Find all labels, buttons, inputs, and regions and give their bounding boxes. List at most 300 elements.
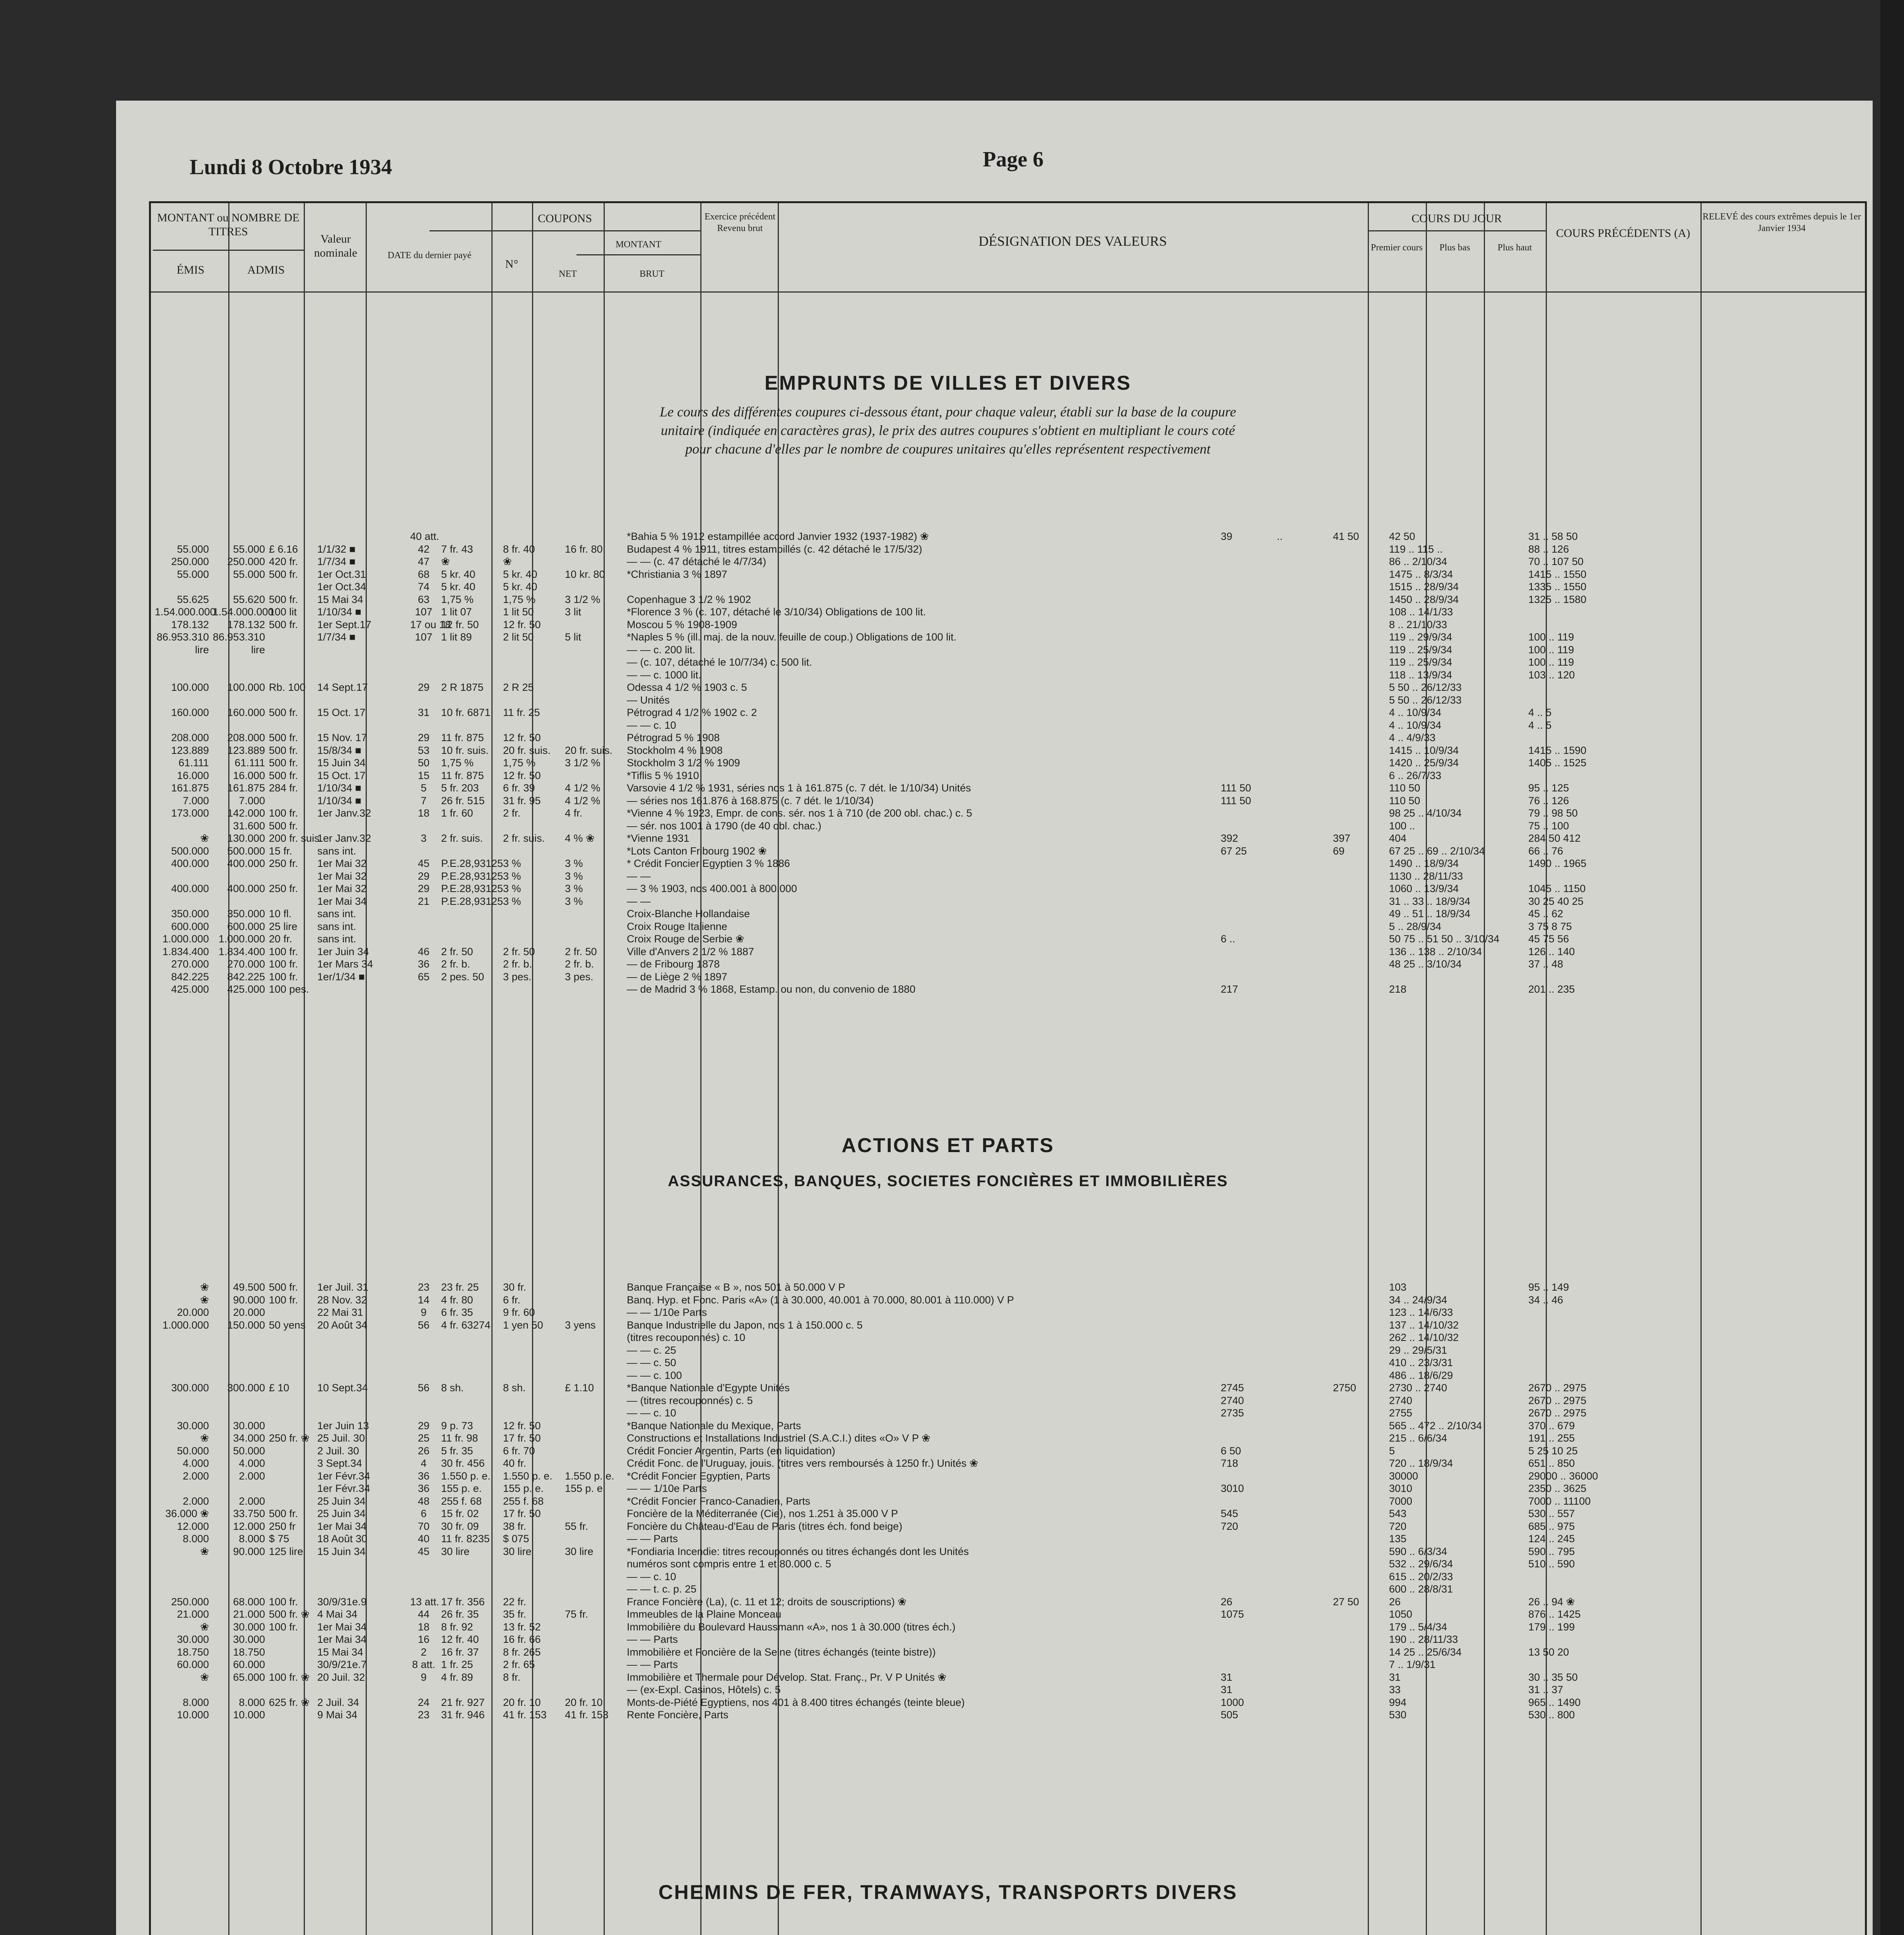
brut-cell: 2 fr. suis. (503, 832, 545, 844)
col-rule (1368, 203, 1369, 1935)
designation-cell: — de Madrid 3 % 1868, Estamp. ou non, du convenio de 1880 (627, 983, 915, 995)
admis-cell: 90.000 (233, 1294, 265, 1306)
emis-cell: 8.000 (183, 1533, 209, 1545)
emis-cell: 178.132 (171, 618, 209, 630)
admis-cell: 1.000.000 (218, 933, 265, 945)
releve-cell: 1405 .. 1525 (1528, 757, 1587, 769)
date-cell: 15 Oct. 17 (317, 769, 366, 781)
brut-cell: 30 fr. (503, 1281, 527, 1293)
emis-cell: ❀ (200, 1432, 209, 1444)
emis-cell: 400.000 (171, 883, 209, 894)
designation-cell: — de Fribourg 1878 (627, 958, 720, 970)
emis-cell: 8.000 (183, 1696, 209, 1708)
designation-cell: *Florence 3 % (c. 107, détaché le 3/10/34) Obligations de 100 lit. (627, 606, 926, 618)
designation-cell: *Crédit Foncier Egyptien, Parts (627, 1470, 770, 1482)
date-cell: 4 Mai 34 (317, 1608, 358, 1620)
date-cell: 1/7/34 ■ (317, 631, 356, 643)
emis-cell: 123.889 (171, 744, 209, 756)
coupon-no-cell: 42 (417, 543, 430, 555)
coupon-no-cell: 44 (417, 1608, 430, 1620)
designation-cell: — — c. 100 (627, 1369, 682, 1381)
releve-cell: 30 .. 35 50 (1528, 1671, 1578, 1683)
releve-cell: 13 50 20 (1528, 1646, 1569, 1658)
releve-cell: 191 .. 255 (1528, 1432, 1575, 1444)
revenu-cell: 155 p. e. (565, 1483, 606, 1494)
releve-cell: 31 .. 58 50 (1528, 531, 1578, 542)
valeur-cell: 250 fr. (269, 883, 298, 894)
cours-precedents-cell: 530 (1389, 1709, 1407, 1721)
coupon-no-cell: 46 (417, 945, 430, 957)
emis-cell: 2.000 (183, 1495, 209, 1507)
brut-cell: 22 fr. (503, 1596, 527, 1608)
releve-cell: 100 .. 119 (1528, 631, 1574, 643)
admis-cell: 500.000 (227, 845, 265, 857)
designation-cell: — — (627, 870, 651, 882)
admis-cell: 65.000 (233, 1671, 265, 1683)
emis-cell: 208.000 (171, 732, 209, 743)
page-number: Page 6 (983, 147, 1044, 171)
valeur-cell: £ 10 (269, 1382, 289, 1394)
cours-precedents-cell: 29 .. 29/5/31 (1389, 1344, 1447, 1356)
valeur-cell: 15 fr. (269, 845, 293, 857)
valeur-cell: 500 fr. (269, 820, 298, 832)
net-cell: 15 fr. 02 (441, 1508, 479, 1519)
admis-cell: 55.000 (233, 568, 265, 580)
emis-cell: 842.225 (171, 971, 209, 983)
cours-precedents-cell: 7 .. 1/9/31 (1389, 1659, 1436, 1670)
date-cell: 15 Juin 34 (317, 1545, 366, 1557)
date-cell: 10 Sept.34 (317, 1382, 368, 1394)
releve-cell: 179 .. 199 (1528, 1621, 1575, 1633)
cours-precedents-cell: 410 .. 23/3/31 (1389, 1357, 1453, 1368)
coupon-no-cell: 53 (417, 744, 430, 756)
date-cell: 1er Sept.17 (317, 618, 371, 630)
revenu-cell: 30 lire (565, 1545, 594, 1557)
coupon-no-cell: 68 (417, 568, 430, 580)
net-cell: 11 fr. 98 (441, 1432, 478, 1444)
date-cell: 30/9/21e.7 (317, 1659, 367, 1670)
brut-cell: 3 % (503, 870, 521, 882)
date-cell: 30/9/31e.9 (317, 1596, 367, 1608)
coupon-no-cell: 8 att. (412, 1659, 436, 1670)
col-net: NET (559, 269, 577, 279)
emis-cell: 300.000 (171, 1382, 209, 1394)
net-cell: 6 fr. 35 (441, 1307, 473, 1318)
coupon-no-cell: 23 (417, 1709, 430, 1721)
emis-cell: 30.000 (177, 1420, 209, 1432)
date-cell: 3 Sept.34 (317, 1457, 362, 1469)
cours-precedents-cell: 4 .. 4/9/33 (1389, 732, 1436, 743)
net-cell: P.E.28,93125 (441, 895, 503, 907)
scan-edge (1880, 0, 1904, 1935)
designation-cell: *Tiflis 5 % 1910 (627, 769, 699, 781)
emis-cell: 400.000 (171, 858, 209, 869)
revenu-cell: 55 fr. (565, 1520, 588, 1532)
releve-cell: 30 25 40 25 (1528, 895, 1584, 907)
releve-cell: 103 .. 120 (1528, 669, 1575, 681)
net-cell: 4 fr. 89 (441, 1671, 473, 1683)
net-cell: 1,75 % (441, 757, 474, 769)
revenu-cell: 5 lit (565, 631, 582, 643)
admis-cell: 842.225 (227, 971, 265, 983)
coupon-no-cell: 17 ou 18 (410, 618, 451, 630)
date-cell: 1er Juin 34 (317, 945, 369, 957)
date-cell: 1er Juin 13 (317, 1420, 369, 1432)
plus-haut-cell: 27 50 (1333, 1596, 1359, 1608)
date-cell: 1er Mai 34 (317, 1634, 367, 1645)
releve-cell: 5 25 10 25 (1528, 1445, 1578, 1457)
net-cell: 5 kr. 40 (441, 568, 476, 580)
cours-precedents-cell: 86 .. 2/10/34 (1389, 556, 1447, 567)
coupon-no-cell: 16 (417, 1634, 430, 1645)
coupon-no-cell: 47 (417, 556, 430, 567)
premier-cours-cell: 1075 (1221, 1608, 1244, 1620)
col-releve: RELEVÉ des cours extrêmes depuis le 1er Janvier 1934 (1702, 212, 1861, 233)
cours-precedents-cell: 190 .. 28/11/33 (1389, 1634, 1458, 1645)
date-cell: 1/10/34 ■ (317, 782, 361, 794)
valeur-cell: 500 fr. ❀ (269, 1608, 310, 1620)
emis-cell: 86.953.310 (156, 631, 209, 643)
premier-cours-cell: 392 (1221, 832, 1239, 844)
date-cell: 25 Juil. 30 (317, 1432, 365, 1444)
releve-cell: 2350 .. 3625 (1528, 1483, 1587, 1494)
revenu-cell: 3 % (565, 883, 583, 894)
brut-cell: 155 p. e. (503, 1483, 544, 1494)
coupon-no-cell: 40 att. (410, 531, 440, 542)
designation-cell: Monts-de-Piété Egyptiens, nos 401 à 8.400 titres échangés (teinte bleue) (627, 1696, 965, 1708)
revenu-cell: 3 yens (565, 1319, 596, 1331)
designation-cell: *Crédit Foncier Franco-Canadien, Parts (627, 1495, 811, 1507)
net-cell: 26 fr. 35 (441, 1608, 479, 1620)
designation-cell: — — Parts (627, 1533, 678, 1545)
revenu-cell: 1.550 p. e. (565, 1470, 614, 1482)
admis-cell: 33.750 (233, 1508, 265, 1519)
brut-cell: 5 kr. 40 (503, 568, 537, 580)
admis-cell: lire (251, 644, 265, 656)
admis-cell: 8.000 (239, 1696, 265, 1708)
designation-cell: Crédit Fonc. de l'Uruguay, jouis. (titres vers remboursés à 1250 fr.) Unités ❀ (627, 1457, 979, 1469)
date-cell: 1er Mai 32 (317, 870, 367, 882)
designation-cell: — — c. 10 (627, 1407, 676, 1419)
coupon-no-cell: 63 (417, 593, 430, 605)
releve-cell: 4 .. 5 (1528, 707, 1552, 718)
valeur-cell: 500 fr. (269, 707, 298, 718)
revenu-cell: 10 kr. 80 (565, 568, 605, 580)
brut-cell: 35 fr. (503, 1608, 527, 1620)
designation-cell: Stockholm 3 1/2 % 1909 (627, 757, 740, 769)
designation-cell: — — Parts (627, 1659, 678, 1670)
brut-cell: 12 fr. 50 (503, 1420, 541, 1432)
emis-cell: 61.111 (178, 757, 209, 769)
net-cell: 11 fr. 8235 (441, 1533, 490, 1545)
releve-cell: 95 .. 125 (1528, 782, 1569, 794)
emis-cell: 100.000 (171, 682, 209, 693)
brut-cell: 8 fr. 265 (503, 1646, 541, 1658)
emis-cell: 18.750 (177, 1646, 209, 1658)
releve-cell: 76 .. 126 (1528, 795, 1569, 807)
designation-cell: — — 1/10e Parts (627, 1307, 707, 1318)
coupon-no-cell: 56 (417, 1382, 430, 1394)
revenu-cell: 2 fr. b. (565, 958, 594, 970)
cours-precedents-cell: 136 .. 138 .. 2/10/34 (1389, 945, 1482, 957)
releve-cell: 100 .. 119 (1528, 644, 1574, 656)
admis-cell: 161.875 (227, 782, 265, 794)
emis-cell: 1.54.000.000 (155, 606, 216, 618)
premier-cours-cell: 6 .. (1221, 933, 1235, 945)
page-date: Lundi 8 Octobre 1934 (190, 155, 392, 179)
admis-cell: 150.000 (227, 1319, 265, 1331)
premier-cours-cell: 111 50 (1221, 795, 1251, 807)
premier-cours-cell: 31 (1221, 1671, 1233, 1683)
releve-cell: 590 .. 795 (1528, 1545, 1575, 1557)
premier-cours-cell: 2735 (1221, 1407, 1244, 1419)
designation-cell: — — (627, 895, 651, 907)
cours-precedents-cell: 532 .. 29/6/34 (1389, 1558, 1453, 1570)
emis-cell: 4.000 (183, 1457, 209, 1469)
cours-precedents-cell: 110 50 (1389, 795, 1420, 807)
emis-cell: ❀ (200, 1621, 209, 1633)
cours-precedents-cell: 5 50 .. 26/12/33 (1389, 682, 1462, 693)
brut-cell: 1 yen 50 (503, 1319, 543, 1331)
brut-cell: 8 fr. (503, 1671, 521, 1683)
releve-cell: 88 .. 126 (1528, 543, 1569, 555)
cours-precedents-cell: 5 .. 28/9/34 (1389, 920, 1442, 932)
net-cell: 2 fr. 50 (441, 945, 473, 957)
date-cell: 1er Janv.32 (317, 832, 371, 844)
date-cell: 20 Juil. 32 (317, 1671, 365, 1683)
designation-cell: — (c. 107, détaché le 10/7/34) c. 500 lit. (627, 656, 812, 668)
designation-cell: — sér. nos 1001 à 1790 (de 40 obl. chac.) (627, 820, 821, 832)
coupon-no-cell: 23 (417, 1281, 430, 1293)
col-rule (1700, 203, 1702, 1935)
brut-cell: 2 fr. 65 (503, 1659, 535, 1670)
net-cell: 8 sh. (441, 1382, 464, 1394)
coupon-no-cell: 50 (417, 757, 430, 769)
emis-cell: 173.000 (171, 807, 209, 819)
date-cell: 15 Mai 34 (317, 1646, 363, 1658)
admis-cell: 400.000 (227, 858, 265, 869)
emis-cell: 350.000 (171, 908, 209, 920)
cours-precedents-cell: 108 .. 14/1/33 (1389, 606, 1453, 618)
revenu-cell: 20 fr. 10 (565, 1696, 603, 1708)
admis-cell: 16.000 (233, 769, 265, 781)
net-cell: P.E.28,93125 (441, 870, 503, 882)
net-cell: 12 fr. 40 (441, 1634, 479, 1645)
releve-cell: 79 .. 98 50 (1528, 807, 1578, 819)
designation-cell: Rente Foncière, Parts (627, 1709, 729, 1721)
valeur-cell: 10 fl. (269, 908, 292, 920)
brut-cell: 6 fr. (503, 1294, 521, 1306)
premier-cours-cell: 3010 (1221, 1483, 1244, 1494)
designation-cell: — séries nos 161.876 à 168.875 (c. 7 dét. le 1/10/34) (627, 795, 874, 807)
releve-cell: 34 .. 46 (1528, 1294, 1564, 1306)
revenu-cell: 3 1/2 % (565, 593, 600, 605)
admis-cell: 90.000 (233, 1545, 265, 1557)
cours-precedents-cell: 33 (1389, 1684, 1401, 1695)
net-cell: 1 lit 07 (441, 606, 472, 618)
coupon-no-cell: 2 (421, 1646, 427, 1658)
date-cell: 14 Sept.17 (317, 682, 368, 693)
valeur-cell: 100 fr. (269, 1596, 298, 1608)
date-cell: 1er Févr.34 (317, 1483, 370, 1494)
revenu-cell: 3 % (565, 895, 583, 907)
cours-precedents-cell: 1450 .. 28/9/34 (1389, 593, 1459, 605)
emis-cell: ❀ (200, 832, 209, 844)
date-cell: 18 Août 30 (317, 1533, 368, 1545)
col-designation: DÉSIGNATION DES VALEURS (979, 233, 1167, 249)
designation-cell: *Banque Nationale du Mexique, Parts (627, 1420, 801, 1432)
revenu-cell: 75 fr. (565, 1608, 588, 1620)
cours-precedents-cell: 110 50 (1389, 782, 1420, 794)
net-cell: 1 lit 89 (441, 631, 472, 643)
releve-cell: 95 .. 149 (1528, 1281, 1569, 1293)
releve-cell: 530 .. 800 (1528, 1709, 1575, 1721)
brut-cell: 13 fr. 52 (503, 1621, 541, 1633)
coupon-no-cell: 13 att. (410, 1596, 440, 1608)
coupon-no-cell: 36 (417, 958, 430, 970)
col-valeur: Valeur nominale (314, 233, 358, 259)
emis-cell: 60.000 (177, 1659, 209, 1670)
date-cell: 1er Mai 32 (317, 883, 367, 894)
date-cell: 15 Oct. 17 (317, 707, 366, 718)
brut-cell: 31 fr. 95 (503, 795, 541, 807)
net-cell: 10 fr. 6871 (441, 707, 491, 718)
releve-cell: 100 .. 119 (1528, 656, 1574, 668)
designation-cell: Copenhague 3 1/2 % 1902 (627, 593, 751, 605)
cours-precedents-cell: 67 25 .. 69 .. 2/10/34 (1389, 845, 1485, 857)
emis-cell: 50.000 (177, 1445, 209, 1457)
header-rule (429, 230, 700, 231)
cours-precedents-cell: 100 .. (1389, 820, 1415, 832)
emis-cell: 161.875 (171, 782, 209, 794)
header-rule (577, 254, 700, 255)
net-cell: 1 fr. 25 (441, 1659, 473, 1670)
admis-cell: 100.000 (227, 682, 265, 693)
emis-cell: lire (195, 644, 209, 656)
valeur-cell: 100 fr. (269, 945, 298, 957)
admis-cell: 2.000 (239, 1470, 265, 1482)
net-cell: 16 fr. 37 (441, 1646, 479, 1658)
date-cell: 1/10/34 ■ (317, 606, 361, 618)
date-cell: 25 Juin 34 (317, 1508, 366, 1519)
releve-cell: 1415 .. 1590 (1528, 744, 1587, 756)
designation-cell: Croix Rouge Italienne (627, 920, 727, 932)
coupon-no-cell: 18 (417, 1621, 430, 1633)
section-note-emprunts: Le cours des différentes coupures ci-dessous étant, pour chaque valeur, établi sur la base de la coupure unitaire (indiquée en caractères gras), le prix des autres coupures s'obtient en multipliant le cours coté pour chacune d'elles par le nombre de coupures unitaires qu'elles représentent respectivement (660, 404, 1236, 457)
designation-cell: Immobilière et Thermale pour Dévelop. Stat. Franç., Pr. V P Unités ❀ (627, 1671, 946, 1683)
section-title-actions: ACTIONS ET PARTS ASSURANCES, BANQUES, SOCIETES FONCIÈRES ET IMMOBILIÈRES (668, 1134, 1228, 1190)
coupon-no-cell: 29 (417, 732, 430, 743)
brut-cell: 3 % (503, 895, 521, 907)
coupon-no-cell: 36 (417, 1483, 430, 1494)
designation-cell: Immeubles de la Plaine Monceau (627, 1608, 782, 1620)
revenu-cell: 2 fr. 50 (565, 945, 597, 957)
releve-cell: 284 50 412 (1528, 832, 1581, 844)
brut-cell: 16 fr. 66 (503, 1634, 541, 1645)
coupon-no-cell: 56 (417, 1319, 430, 1331)
releve-cell: 510 .. 590 (1528, 1558, 1575, 1570)
cours-precedents-cell: 31 (1389, 1671, 1401, 1683)
revenu-cell: 4 % ❀ (565, 832, 595, 844)
plus-haut-cell: 2750 (1333, 1382, 1357, 1394)
net-cell: 7 fr. 43 (441, 543, 473, 555)
brut-cell: 2 fr. 50 (503, 945, 535, 957)
coupon-no-cell: 6 (421, 1508, 427, 1519)
admis-cell: 68.000 (233, 1596, 265, 1608)
net-cell: 155 p. e. (441, 1483, 482, 1494)
premier-cours-cell: 39 (1221, 531, 1233, 542)
col-emis: ÉMIS (176, 264, 205, 276)
valeur-cell: 250 fr. ❀ (269, 1432, 310, 1444)
valeur-cell: $ 75 (269, 1533, 289, 1545)
premier-cours-cell: 111 50 (1221, 782, 1251, 794)
revenu-cell: 41 fr. 153 (565, 1709, 609, 1721)
brut-cell: 11 fr. 25 (503, 707, 540, 718)
designation-cell: Ville d'Anvers 2 1/2 % 1887 (627, 945, 754, 957)
designation-cell: Banque Industrielle du Japon, nos 1 à 150.000 c. 5 (627, 1319, 863, 1331)
designation-cell: Croix Rouge de Serbie ❀ (627, 933, 744, 945)
date-cell: 25 Juin 34 (317, 1495, 366, 1507)
designation-cell: — — c. 10 (627, 1570, 676, 1582)
admis-cell: 34.000 (233, 1432, 265, 1444)
header-rule (1368, 230, 1546, 231)
col-date: DATE du dernier payé (387, 250, 472, 260)
admis-cell: 160.000 (227, 707, 265, 718)
admis-cell: 18.750 (233, 1646, 265, 1658)
releve-cell: 1490 .. 1965 (1528, 858, 1587, 869)
designation-cell: (titres recouponnés) c. 10 (627, 1332, 746, 1343)
admis-cell: 8.000 (239, 1533, 265, 1545)
coupon-no-cell: 25 (417, 1432, 430, 1444)
emis-cell: ❀ (200, 1545, 209, 1557)
cours-precedents-cell: 7000 (1389, 1495, 1413, 1507)
brut-cell: 40 fr. (503, 1457, 527, 1469)
brut-cell: 20 fr. suis. (503, 744, 551, 756)
admis-cell: 49.500 (233, 1281, 265, 1293)
net-cell: 21 fr. 927 (441, 1696, 485, 1708)
cours-precedents-cell: 98 25 .. 4/10/34 (1389, 807, 1462, 819)
date-cell: 15 Nov. 17 (317, 732, 367, 743)
designation-cell: Stockholm 4 % 1908 (627, 744, 723, 756)
cours-precedents-cell: 1515 .. 28/9/34 (1389, 581, 1459, 592)
releve-cell: 2670 .. 2975 (1528, 1407, 1587, 1419)
emis-cell: 425.000 (171, 983, 209, 995)
date-cell: 1/7/34 ■ (317, 556, 356, 567)
valeur-cell: 500 fr. (269, 757, 298, 769)
net-cell: 17 fr. 356 (441, 1596, 485, 1608)
admis-cell: 123.889 (227, 744, 265, 756)
cours-precedents-cell: 123 .. 14/6/33 (1389, 1307, 1453, 1318)
admis-cell: 55.000 (233, 543, 265, 555)
brut-cell: 12 fr. 50 (503, 769, 541, 781)
emis-cell: 2.000 (183, 1470, 209, 1482)
revenu-cell: 3 lit (565, 606, 582, 618)
cours-precedents-cell: 14 25 .. 25/6/34 (1389, 1646, 1462, 1658)
valeur-cell: 500 fr. (269, 744, 298, 756)
brut-cell: 17 fr. 50 (503, 1432, 541, 1444)
date-cell: 1er Févr.34 (317, 1470, 370, 1482)
releve-cell: 75 .. 100 (1528, 820, 1569, 832)
cours-precedents-cell: 4 .. 10/9/34 (1389, 719, 1442, 731)
date-cell: 1er Mars 34 (317, 958, 373, 970)
cours-precedents-cell: 262 .. 14/10/32 (1389, 1332, 1459, 1343)
brut-cell: 2 fr. b. (503, 958, 532, 970)
brut-cell: 2 fr. (503, 807, 521, 819)
designation-cell: — — c. 50 (627, 1357, 676, 1368)
cours-precedents-cell: 486 .. 18/6/29 (1389, 1369, 1453, 1381)
cours-precedents-cell: 6 .. 26/7/33 (1389, 769, 1442, 781)
cours-precedents-cell: 720 (1389, 1520, 1407, 1532)
